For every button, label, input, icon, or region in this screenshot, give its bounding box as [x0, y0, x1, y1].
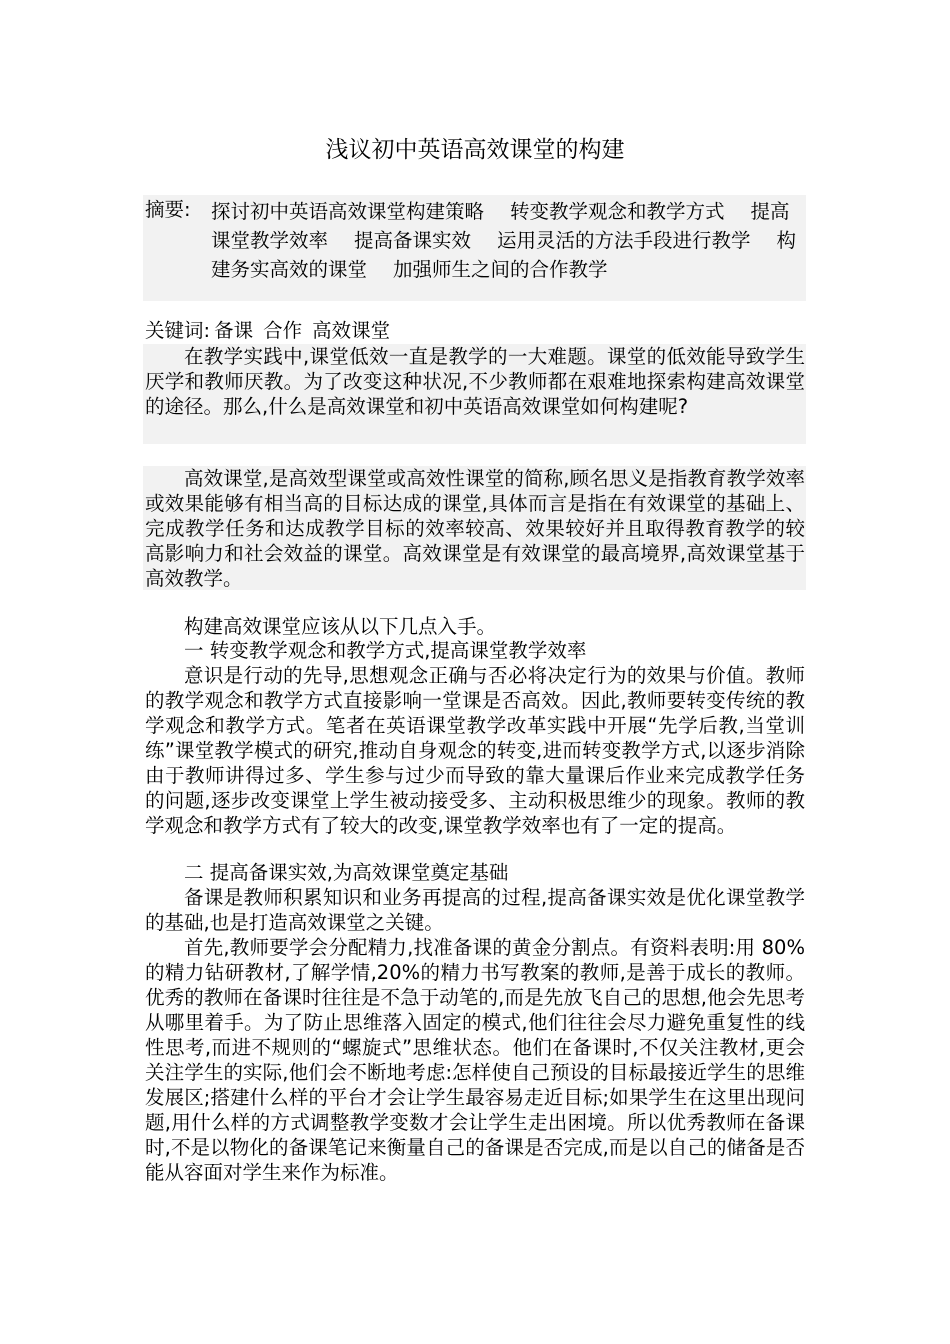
keywords-line	[145, 318, 400, 343]
abstract-body	[211, 197, 805, 284]
paragraph-section-2: 备课是教师积累知识和业务再提高的过程,提高备课实效是优化课堂教学的基础,也是打造高效课堂之关键。	[145, 886, 805, 934]
paragraph-approach: 构建高效课堂应该从以下几点入手。	[184, 615, 497, 638]
keywords-label: 关键词:	[145, 319, 211, 342]
section-heading-2: 二 提高备课实效,为高效课堂奠定基础	[184, 861, 509, 884]
abstract-label: 摘要:	[145, 198, 191, 221]
abstract-item: 提高备课实效	[354, 229, 472, 252]
abstract-item: 提高课堂教学效率	[211, 200, 790, 252]
keyword: 高效课堂	[312, 319, 391, 342]
abstract-item: 加强师生之间的合作教学	[393, 258, 608, 281]
abstract-item: 转变教学观念和教学方式	[510, 200, 725, 223]
paragraph-section-1: 意识是行动的先导,思想观念正确与否必将决定行为的效果与价值。教师的教学观念和教学方式直接影响一堂课是否高效。因此,教师要转变传统的教学观念和教学方式。笔者在英语课堂教学改革实践中开展“先学后教,当堂训练”课堂教学模式的研究,推动自身观念的转变,进而转变教学方式,以逐步消除由于教师讲得过多、学生参与过少而导致的靠大量课后作业来完成教学任务的问题,逐步改变课堂上学生被动接受多、主动积极思维少的现象。教师的教学观念和教学方式有了较大的改变,课堂教学效率也有了一定的提高。	[145, 664, 805, 837]
abstract-item: 探讨初中英语高效课堂构建策略	[211, 200, 485, 223]
keyword: 合作	[263, 319, 303, 342]
section-heading-1: 一 转变教学观念和教学方式,提高课堂教学效率	[184, 639, 587, 662]
abstract-item: 构建务实高效的课堂	[211, 229, 797, 281]
paragraph-definition: 高效课堂,是高效型课堂或高效性课堂的简称,顾名思义是指教育教学效率或效果能够有相当高的目标达成的课堂,具体而言是指在有效课堂的基础上、完成教学任务和达成教学目标的效率较高、效果较好并且取得教育教学的较高影响力和社会效益的课堂。高效课堂是有效课堂的最高境界,高效课堂基于高效教学。	[145, 467, 805, 590]
keyword: 备课	[214, 319, 254, 342]
paragraph-intro: 在教学实践中,课堂低效一直是教学的一大难题。课堂的低效能导致学生厌学和教师厌教。为了改变这种状况,不少教师都在艰难地探索构建高效课堂的途径。那么,什么是高效课堂和初中英语高效课堂如何构建呢?	[145, 345, 805, 418]
paragraph-section-2b: 首先,教师要学会分配精力,找准备课的黄金分割点。有资料表明:用 80%的精力钻研教材,了解学情,20%的精力书写教案的教师,是善于成长的教师。优秀的教师在备课时往往是不急于动笔的,而是先放飞自己的思想,他会先思考从哪里着手。为了防止思维落入固定的模式,他们往往会尽力避免重复性的线性思考,而进不规则的“螺旋式”思维状态。他们在备课时,不仅关注教材,更会关注学生的实际,他们会不断地考虑:怎样使自己预设的目标最接近学生的思维发展区;搭建什么样的平台才会让学生最容易走近目标;如果学生在这里出现问题,用什么样的方式调整教学变数才会让学生走出困境。所以优秀教师在备课时,不是以物化的备课笔记来衡量自己的备课是否完成,而是以自己的储备是否能从容面对学生来作为标准。	[145, 936, 805, 1184]
abstract-item: 运用灵活的方法手段进行教学	[497, 229, 751, 252]
document-title: 浅议初中英语高效课堂的构建	[325, 137, 625, 163]
